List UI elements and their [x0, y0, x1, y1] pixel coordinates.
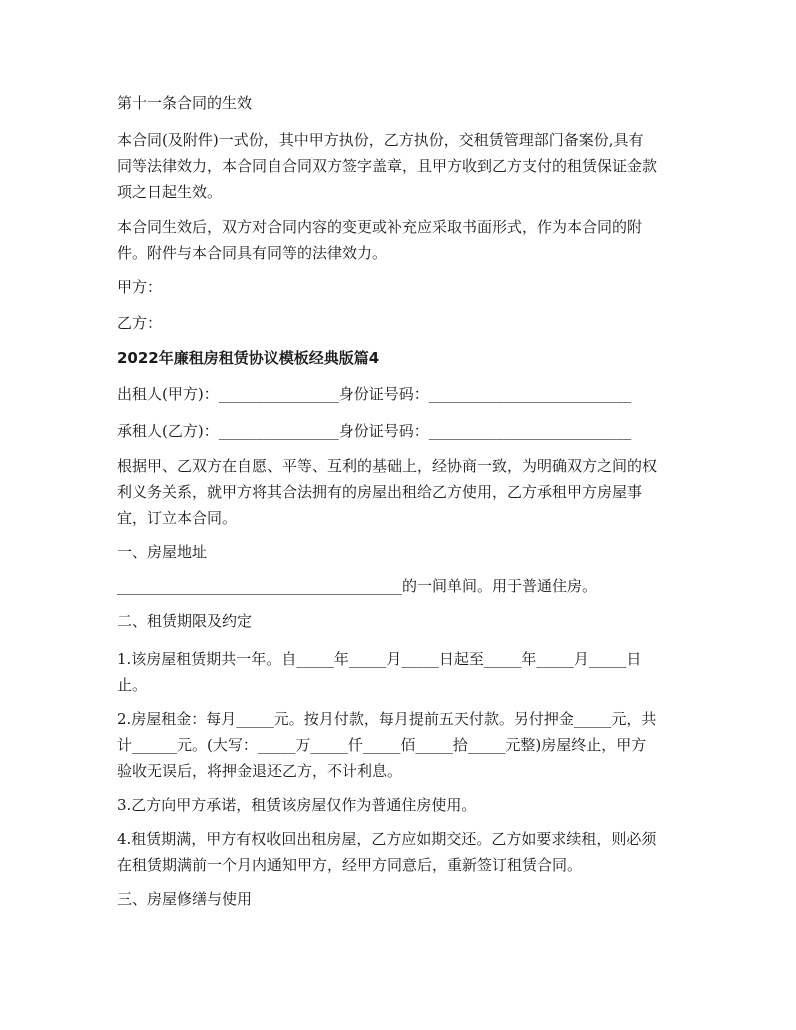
party-a-signature: 甲方：	[117, 278, 163, 296]
lessee-line: 承租人(乙方)：________________身份证号码：___________________________	[117, 422, 632, 440]
item-3-line: 3.乙方向甲方承诺，租赁该房屋仅作为普通住房使用。	[117, 796, 477, 814]
item-2-line-2: 计______元。(大写：_____万_____仟_____佰_____拾_____元整)房屋终止，甲方	[117, 736, 647, 754]
section-3-title: 三、房屋修缮与使用	[117, 890, 253, 908]
paragraph-1-line-3: 项之日起生效。	[117, 183, 223, 201]
paragraph-1-line-2: 同等法律效力，本合同自合同双方签字盖章，且甲方收到乙方支付的租赁保证金款	[117, 157, 658, 175]
item-1-line-1: 1.该房屋租赁期共一年。自_____年_____月_____日起至_____年_____月_____日	[117, 650, 642, 668]
intro-line-3: 宜，订立本合同。	[117, 509, 238, 527]
item-2-line-1: 2.房屋租金：每月_____元。按月付款，每月提前五天付款。另付押金_____元，共	[117, 710, 657, 728]
section-heading: 2022年廉租房租赁协议模板经典版篇4	[117, 349, 380, 367]
intro-line-1: 根据甲、乙双方在自愿、平等、互利的基础上，经协商一致，为明确双方之间的权	[117, 457, 658, 475]
intro-line-2: 利义务关系，就甲方将其合法拥有的房屋出租给乙方使用，乙方承租甲方房屋事	[117, 483, 643, 501]
item-1-line-2: 止。	[117, 676, 148, 694]
section-11-title: 第十一条合同的生效	[117, 94, 253, 112]
item-4-line-1: 4.租赁期满，甲方有权收回出租房屋，乙方应如期交还。乙方如要求续租，则必须	[117, 830, 657, 848]
paragraph-2-line-1: 本合同生效后，双方对合同内容的变更或补充应采取书面形式，作为本合同的附	[117, 218, 643, 236]
paragraph-1-line-1: 本合同(及附件)一式份，其中甲方执份，乙方执份，交租赁管理部门备案份,具有	[117, 131, 644, 149]
lessor-line: 出租人(甲方)：________________身份证号码：___________________________	[117, 385, 632, 403]
item-4-line-2: 在租赁期满前一个月内通知甲方，经甲方同意后，重新签订租赁合同。	[117, 856, 583, 874]
item-2-line-3: 验收无误后，将押金退还乙方，不计利息。	[117, 762, 403, 780]
party-b-signature: 乙方：	[117, 314, 163, 332]
section-2-title: 二、租赁期限及约定	[117, 612, 253, 630]
section-1-address-line: ______________________________________的一间单间。用于普通住房。	[117, 577, 598, 595]
section-1-title: 一、房屋地址	[117, 543, 208, 561]
paragraph-2-line-2: 件。附件与本合同具有同等的法律效力。	[117, 244, 388, 262]
